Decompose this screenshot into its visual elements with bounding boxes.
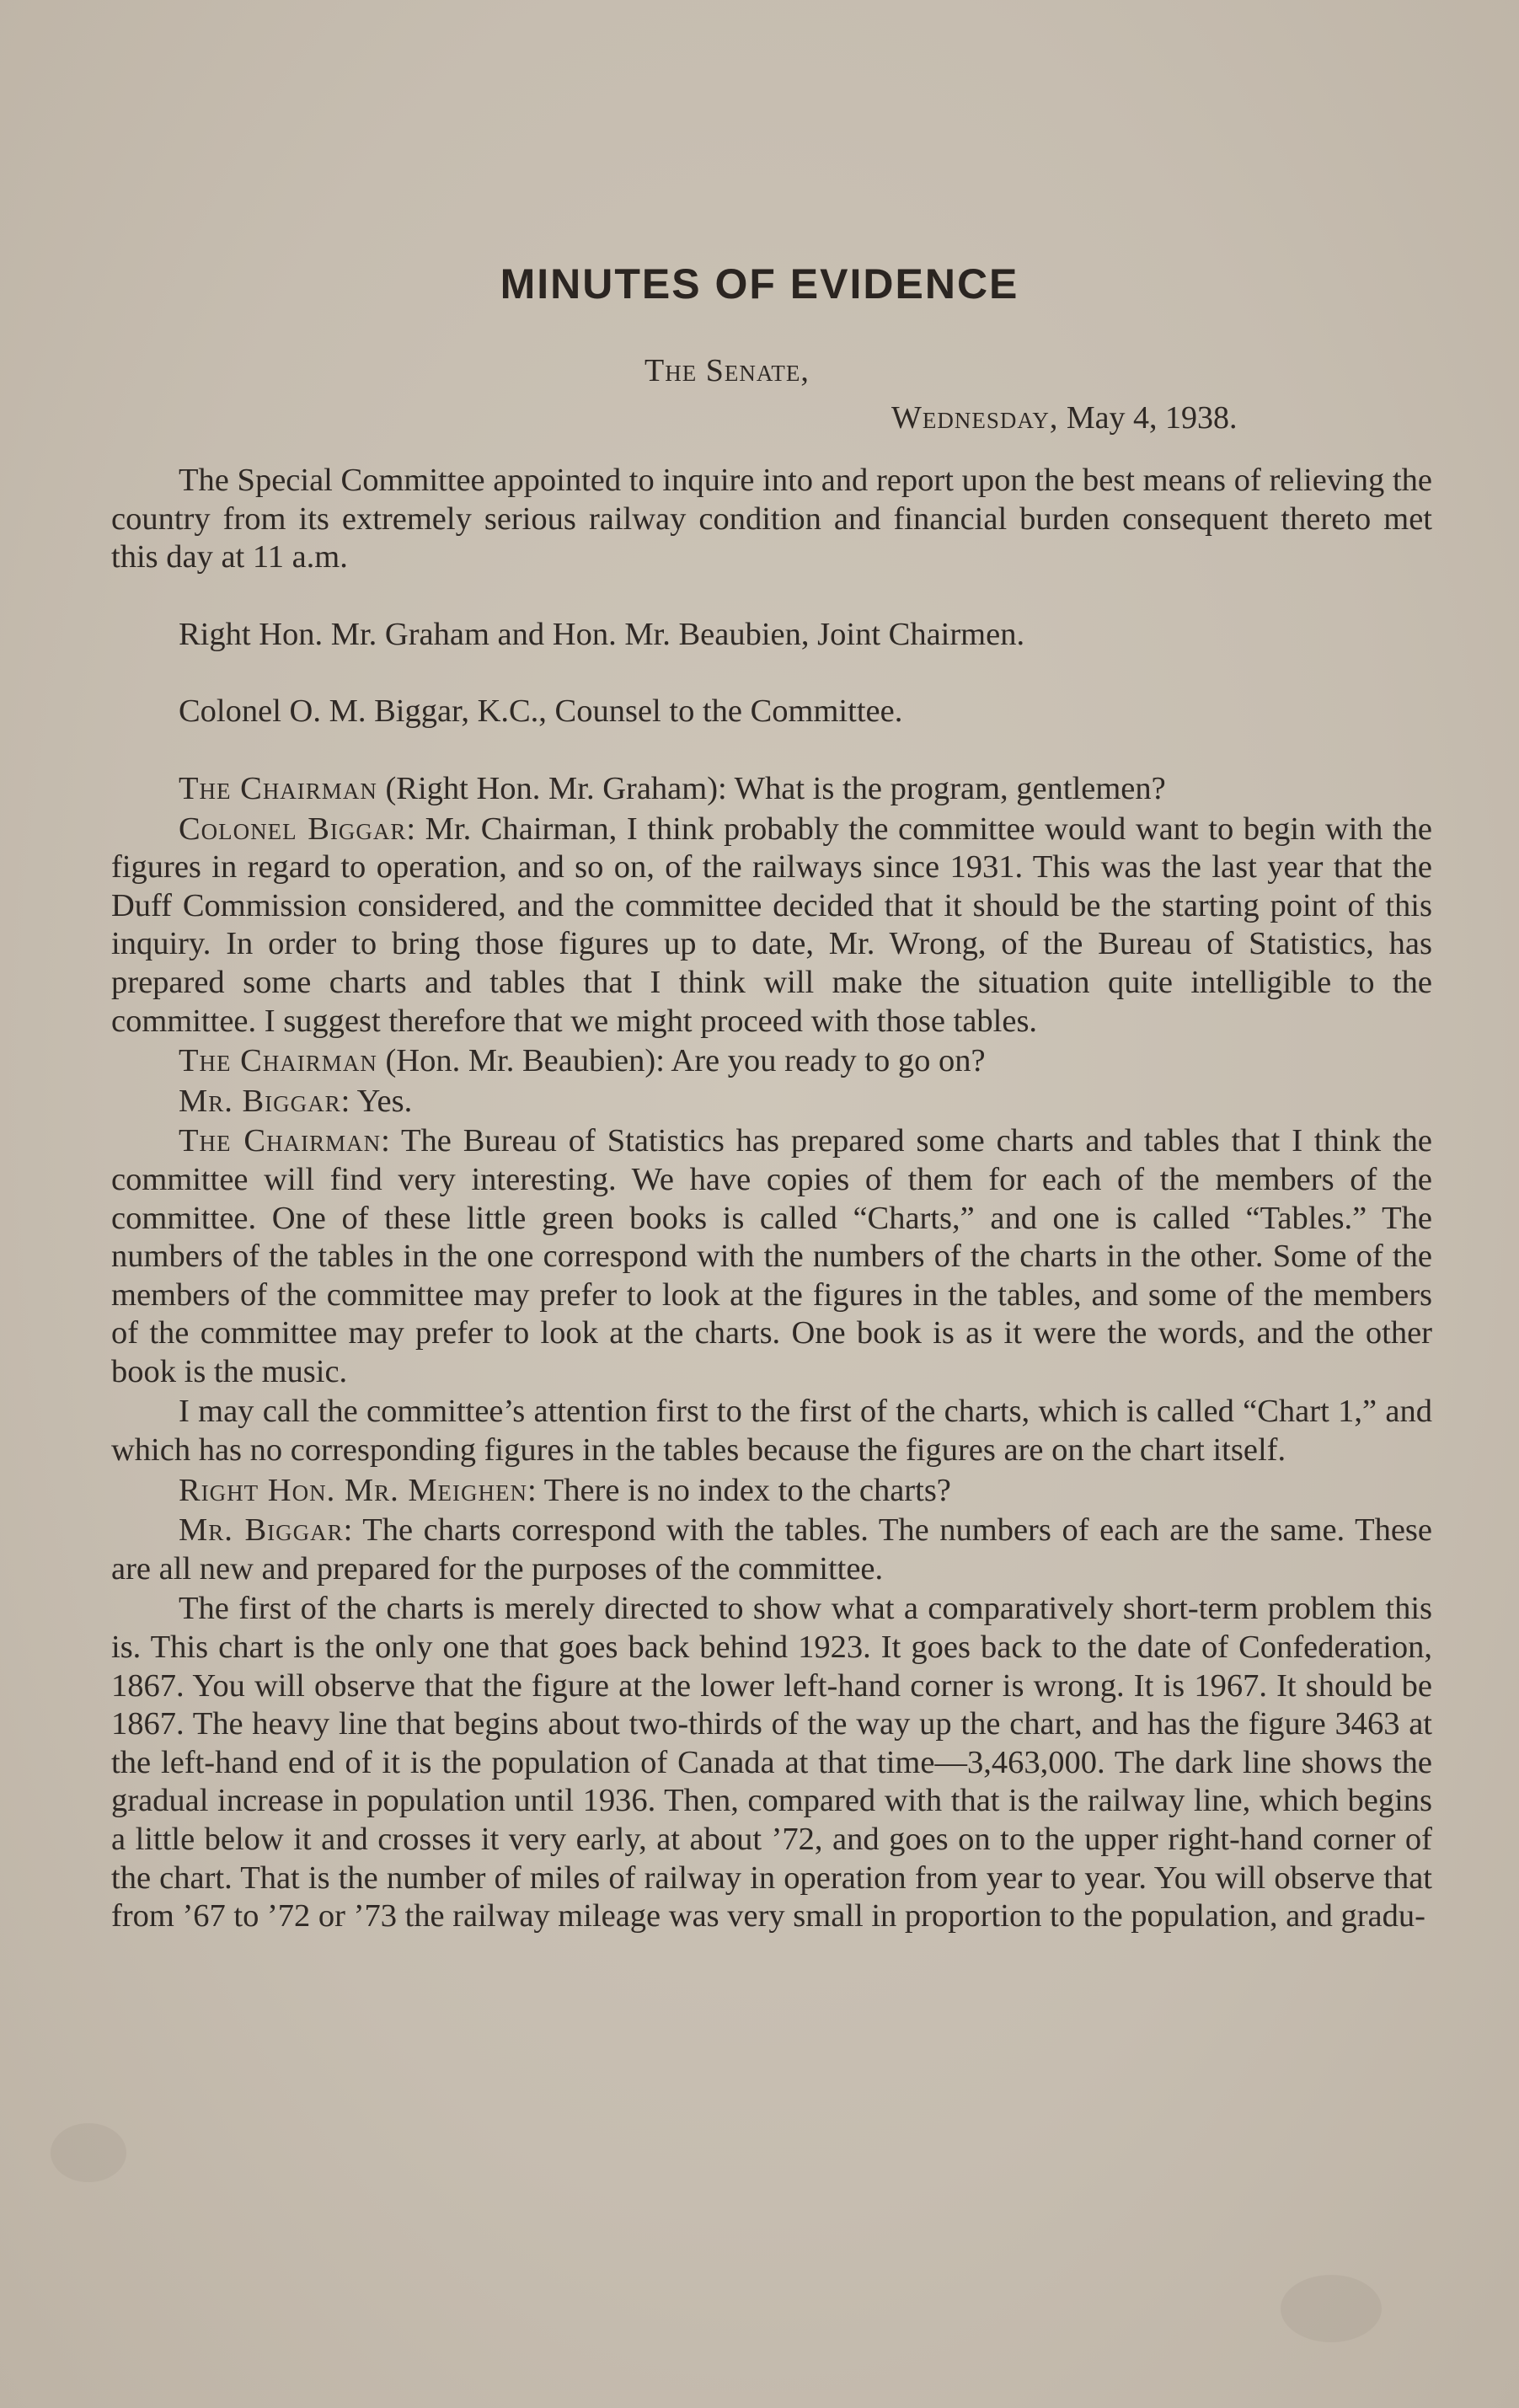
speaker-name: The Chairman bbox=[179, 1043, 377, 1079]
speech-text: : Yes. bbox=[340, 1083, 413, 1119]
speaker-name: Colonel Biggar bbox=[179, 811, 407, 847]
paragraph-intro: The Special Committee appointed to inquire into and report upon the best means of relieving the country from its extremely serious railway condition and financial burden consequent thereto met this day at 11 a.m. bbox=[111, 463, 1432, 575]
speech-text: (Right Hon. Mr. Graham): What is the program, gentlemen? bbox=[377, 770, 1166, 806]
paper-stain bbox=[51, 2123, 126, 2182]
speaker-name: Mr. Biggar bbox=[179, 1083, 341, 1119]
paragraph-continuation: I may call the committee’s attention first to the first of the charts, which is called “Chart 1,” and which has no corresponding figures in the tables because the figures are on the chart itself. bbox=[111, 1394, 1432, 1469]
paragraph-speech bbox=[111, 1122, 1432, 1391]
speech-text: : The Bureau of Statistics has prepared some charts and tables that I think the committee will find very interesting. We have copies of them for each of the members of the committee. One of these little green books is called “Charts,” and one is called “Tables.” The numbers of the tables in the one correspond with the numbers of the charts in the other. Some of the members of the committee may prefer to look at the figures in the tables, and some of the members of the committee may prefer to look at the charts. One book is as it were the words, and the other book is the music. bbox=[111, 1123, 1432, 1389]
paragraph-speech bbox=[111, 1083, 1432, 1121]
date-weekday: Wednesday, bbox=[891, 400, 1059, 436]
speech-text: : The charts correspond with the tables. The numbers of each are the same. These are all new and prepared for the purposes of the committee. bbox=[111, 1512, 1432, 1587]
minutes-body bbox=[111, 462, 1432, 1936]
speech-text: : Mr. Chairman, I think probably the committee would want to begin with the figures in regard to operation, and so on, of the railways since 1931. This was the last year that the Duff Commission considered, and the committee decided that it should be the starting point of this inquiry. In order to bring those figures up to date, Mr. Wrong, of the Bureau of Statistics, has prepared some charts and tables that I think will make the situation quite intelligible to the committee. I suggest therefore that we might proceed with those tables. bbox=[111, 811, 1432, 1039]
speaker-name: Right Hon. Mr. Meighen bbox=[179, 1472, 528, 1508]
speaker-name: Mr. Biggar bbox=[179, 1512, 344, 1549]
page-title: MINUTES OF EVIDENCE bbox=[500, 260, 1019, 308]
paragraph-speech bbox=[111, 811, 1432, 1041]
paragraph-speech bbox=[111, 770, 1432, 809]
paragraph-speech bbox=[111, 1042, 1432, 1081]
paragraph-chairmen: Right Hon. Mr. Graham and Hon. Mr. Beaubien, Joint Chairmen. bbox=[179, 616, 1025, 652]
paragraph-speech bbox=[111, 1472, 1432, 1511]
speech-text: : There is no index to the charts? bbox=[527, 1472, 951, 1508]
speaker-name: The Chairman bbox=[179, 1123, 382, 1159]
house-heading: The Senate, bbox=[645, 353, 810, 388]
date-rest: May 4, 1938. bbox=[1058, 400, 1238, 436]
date-line bbox=[891, 399, 1238, 436]
paragraph-counsel: Colonel O. M. Biggar, K.C., Counsel to the Committee. bbox=[179, 693, 903, 730]
paragraph-speech bbox=[111, 1512, 1432, 1588]
speech-text: (Hon. Mr. Beaubien): Are you ready to go on? bbox=[377, 1043, 986, 1079]
speaker-name: The Chairman bbox=[179, 770, 377, 806]
paper-stain bbox=[1281, 2275, 1382, 2342]
paragraph-continuation: The first of the charts is merely directed to show what a comparatively short-term problem this is. This chart is the only one that goes back behind 1923. It goes back to the date of Confederation, 1867. You will observe that the figure at the lower left-hand corner is wrong. It is 1967. It should be 1867. The heavy line that begins about two-thirds of the way up the chart, and has the figure 3463 at the left-hand end of it is the population of Canada at that time—3,463,000. The dark line shows the gradual increase in population until 1936. Then, compared with that is the railway line, which begins a little below it and crosses it very early, at about ’72, and goes on to the upper right-hand corner of the chart. That is the number of miles of railway in operation from year to year. You will observe that from ’67 to ’72 or ’73 the railway mileage was very small in proportion to the population, and gradu- bbox=[111, 1591, 1432, 1934]
